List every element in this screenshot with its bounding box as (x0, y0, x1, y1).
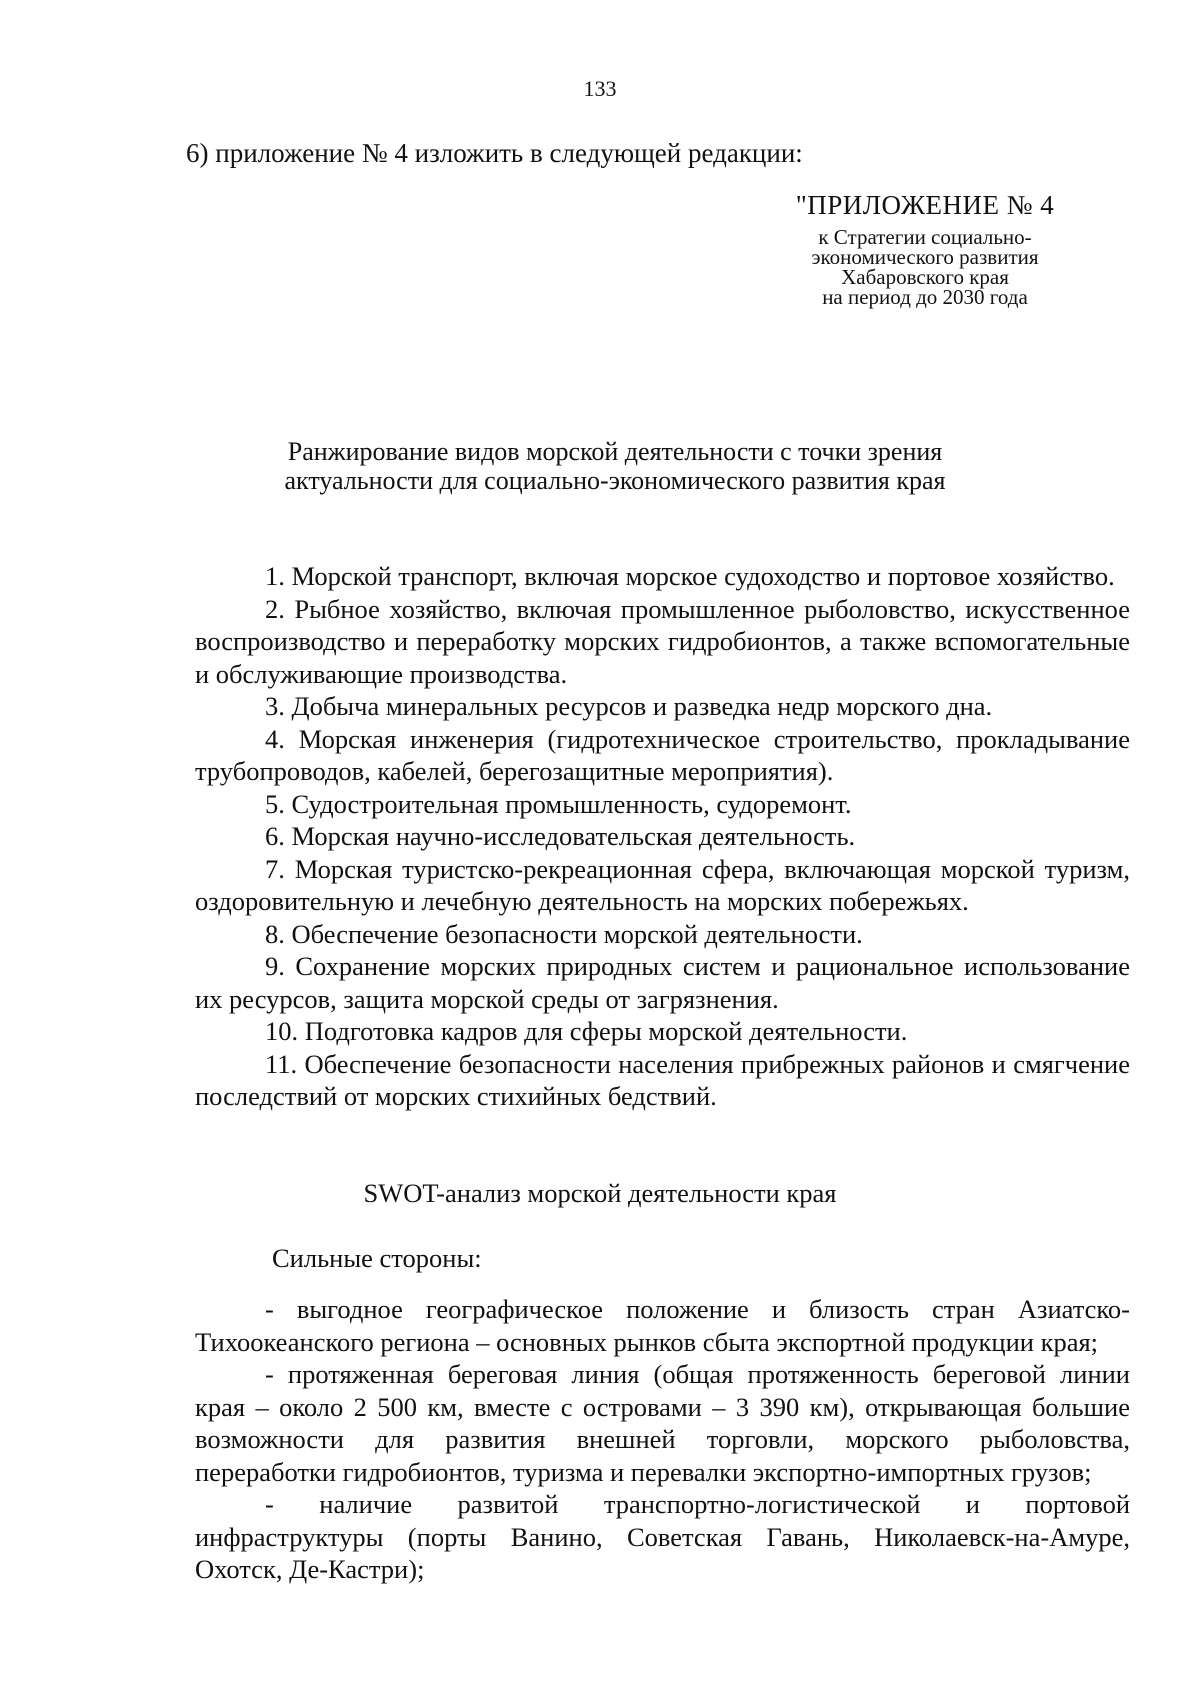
appendix-line: Хабаровского края (841, 265, 1009, 289)
list-item: 4. Морская инженерия (гидротехническое строительство, прокладывание трубопроводов, кабелей, берегозащитные мероприятия). (195, 723, 1130, 786)
list-item: 9. Сохранение морских природных систем и рациональное использование их ресурсов, защита морской среды от загрязнения. (195, 951, 1130, 1014)
list-item: 6. Морская научно-исследовательская деятельность. (265, 821, 856, 851)
appendix-line: на период до 2030 года (822, 285, 1028, 309)
page-number: 133 (583, 76, 617, 101)
appendix-line: к Стратегии социально- (818, 225, 1032, 249)
list-item: 1. Морской транспорт, включая морское судоходство и портовое хозяйство. (265, 561, 1115, 591)
appendix-title: "ПРИЛОЖЕНИЕ № 4 (795, 190, 1055, 220)
list-item: - выгодное географическое положение и близость стран Азиатско-Тихоокеанского региона – основных рынков сбыта экспортной продукции края; (195, 1294, 1130, 1357)
appendix-block (760, 190, 1090, 307)
ranking-list (195, 560, 1130, 1113)
list-item: - протяженная береговая линия (общая протяженность береговой линии края – около 2 500 км, вместе с островами – 3 390 км), открывающая большие возможности для развития внешней торговли, морского рыболовства, переработки гидробионтов, туризма и перевалки экспортно-импортных грузов; (195, 1359, 1130, 1487)
heading-line-2: актуальности для социально-экономического развития края (284, 466, 946, 495)
appendix-line: экономического развития (811, 245, 1039, 269)
list-item: 7. Морская туристско-рекреационная сфера, включающая морской туризм, оздоровительную и лечебную деятельность на морских побережьях. (195, 853, 1130, 916)
strengths-list (195, 1293, 1130, 1586)
list-item: - наличие развитой транспортно-логистической и портовой инфраструктуры (порты Ванино, Советская Гавань, Николаевск-на-Амуре, Охотск, Де-Кастри); (195, 1489, 1130, 1584)
strengths-label: Сильные стороны: (272, 1243, 482, 1273)
list-item: 8. Обеспечение безопасности морской деятельности. (265, 918, 863, 949)
list-item: 5. Судостроительная промышленность, судоремонт. (265, 788, 852, 819)
intro-text: 6) приложение № 4 изложить в следующей редакции: (186, 138, 803, 168)
list-item: 10. Подготовка кадров для сферы морской деятельности. (265, 1016, 908, 1046)
list-item: 11. Обеспечение безопасности населения прибрежных районов и смягчение последствий от морских стихийных бедствий. (195, 1048, 1130, 1111)
list-item: 2. Рыбное хозяйство, включая промышленное рыболовство, искусственное воспроизводство и переработку морских гидробионтов, а также вспомогательные и обслуживающие производства. (195, 593, 1130, 689)
list-item: 3. Добыча минеральных ресурсов и разведка недр морского дна. (265, 691, 993, 721)
swot-title: SWOT-анализ морской деятельности края (363, 1178, 837, 1208)
section-heading (200, 437, 1030, 495)
heading-line-1: Ранжирование видов морской деятельности с точки зрения (287, 437, 943, 466)
